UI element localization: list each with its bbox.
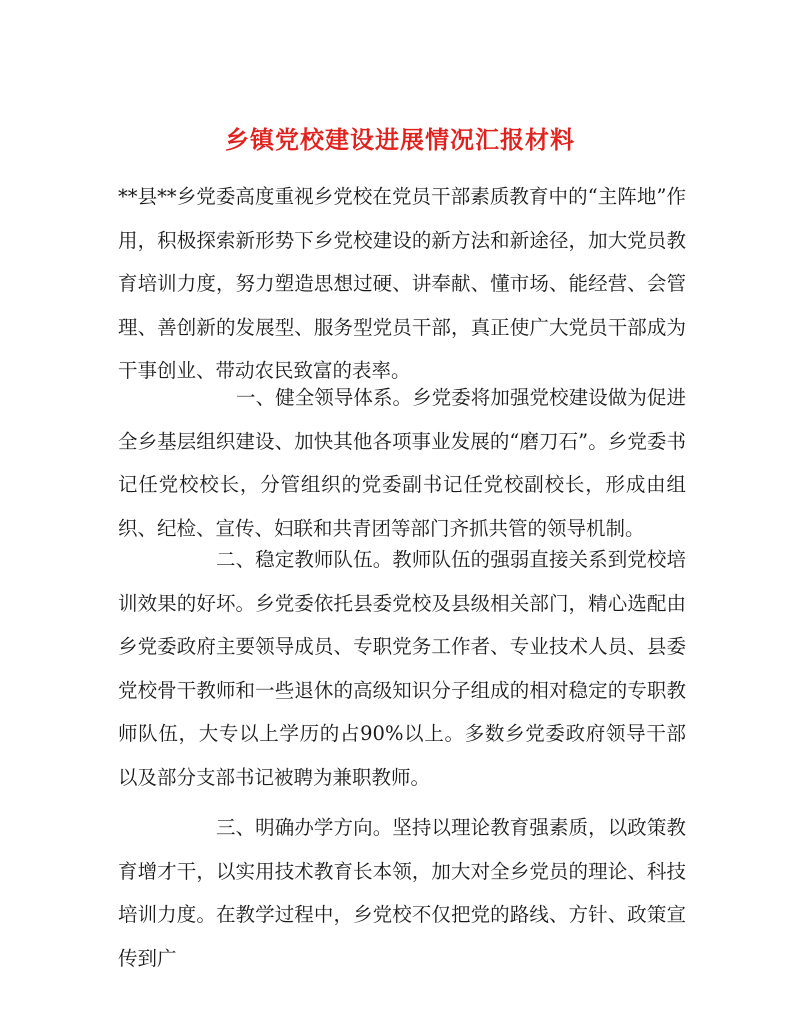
paragraph-teacher-team: 二、稳定教师队伍。教师队伍的强弱直接关系到党校培训效果的好坏。乡党委依托县委党校及县级相关部门，精心选配由乡党委政府主要领导成员、专职党务工作者、专业技术人员、县委党校骨干教师和一些退休的高级知识分子组成的相对稳定的专职教师队伍，大专以上学历的占90%以上。多数乡党委政府领导干部以及部分支部书记被聘为兼职教师。 xyxy=(118,548,686,789)
document-title: 乡镇党校建设进展情况汇报材料 xyxy=(225,125,575,155)
paragraph-leadership-system: 一、健全领导体系。乡党委将加强党校建设做为促进全乡基层组织建设、加快其他各项事业发展的“磨刀石”。乡党委书记任党校校长，分管组织的党委副书记任党校副校长，形成由组织、纪检、宣传、妇联和共青团等部门齐抓共管的领导机制。 xyxy=(118,386,686,540)
paragraph-school-direction: 三、明确办学方向。坚持以理论教育强素质，以政策教育增才干，以实用技术教育长本领，加大对全乡党员的理论、科技培训力度。在教学过程中，乡党校不仅把党的路线、方针、政策宣传到广 xyxy=(118,816,686,970)
paragraph-intro: **县**乡党委高度重视乡党校在党员干部素质教育中的“主阵地”作用，积极探索新形势下乡党校建设的新方法和新途径，加大党员教育培训力度，努力塑造思想过硬、讲奉献、懂市场、能经营、会管理、善创新的发展型、服务型党员干部，真正使广大党员干部成为干事创业、带动农民致富的表率。 xyxy=(118,185,686,383)
